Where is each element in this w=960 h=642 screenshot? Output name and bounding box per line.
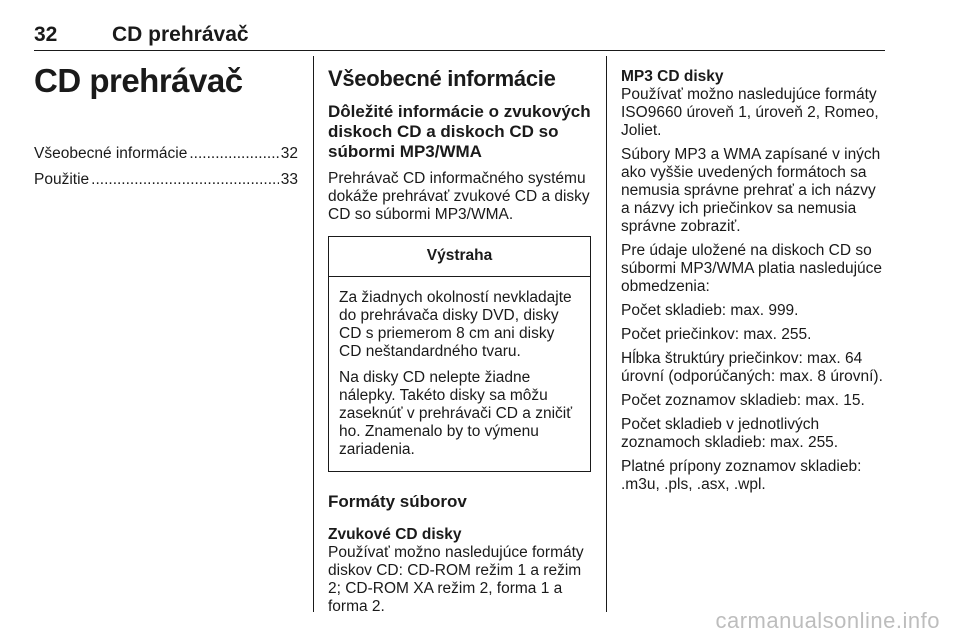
header-page-number: 32 — [34, 23, 58, 46]
toc-entry[interactable] — [34, 170, 298, 190]
formats-title: Formáty súborov — [328, 492, 467, 511]
mp3-paragraph: Počet skladieb v jednotlivých zoznamoch skladieb: max. 255. — [621, 416, 839, 451]
chapter-title: CD prehrávač — [34, 62, 243, 99]
warning-title: Výstraha — [329, 237, 590, 277]
column-general-info — [328, 60, 591, 624]
mp3-paragraph: Používať možno nasledujúce formáty ISO9660 úroveň 1, úroveň 2, Romeo, Joliet. — [621, 86, 879, 139]
toc-label: Použitie — [34, 171, 90, 188]
warning-box — [328, 236, 591, 472]
mp3-title: MP3 CD disky — [621, 68, 724, 85]
column-separator-2 — [606, 56, 607, 612]
warning-paragraph: Na disky CD nelepte žiadne nálepky. Takéto disky sa môžu zaseknúť v prehrávači CD a zničiť ho. Znamenalo by to výmenu zariadenia. — [339, 369, 573, 458]
mp3-paragraph: Pre údaje uložené na diskoch CD so súbormi MP3/WMA platia nasledujúce obmedzenia: — [621, 242, 883, 295]
audio-cd-title: Zvukové CD disky — [328, 526, 462, 543]
header-rule — [34, 50, 885, 51]
section-title: Všeobecné informácie — [328, 66, 556, 91]
mp3-paragraph: Počet skladieb: max. 999. — [621, 302, 799, 319]
mp3-paragraph: Hĺbka štruktúry priečinkov: max. 64 úrovní (odporúčaných: max. 8 úrovní). — [621, 350, 883, 385]
table-of-contents — [34, 144, 298, 190]
header-title: CD prehrávač — [112, 23, 249, 46]
important-info-title: Dôležité informácie o zvukových diskoch CD a diskoch CD so súbormi MP3/WMA — [328, 102, 591, 161]
warning-body — [329, 277, 590, 471]
audio-cd-paragraph: Používať možno nasledujúce formáty diskov CD: CD-ROM režim 1 a režim 2; CD-ROM XA režim 2, forma 1 a forma 2. — [328, 544, 584, 615]
mp3-paragraph: Počet priečinkov: max. 255. — [621, 326, 812, 343]
mp3-paragraph: Súbory MP3 a WMA zapísané v iných ako vyššie uvedených formátoch sa nemusia správne prehrať a ich názvy a názvy ich priečinkov sa nemusia správne zobraziť. — [621, 146, 881, 235]
toc-page: 33 — [280, 171, 298, 188]
watermark: carmanualsonline.info — [715, 608, 940, 633]
mp3-paragraph: Počet zoznamov skladieb: max. 15. — [621, 392, 865, 409]
mp3-paragraph: Platné prípony zoznamov skladieb: .m3u, .pls, .asx, .wpl. — [621, 458, 862, 493]
warning-paragraph: Za žiadnych okolností nevkladajte do prehrávača disky DVD, disky CD s priemerom 8 cm ani disky CD neštandardného tvaru. — [339, 289, 572, 360]
toc-leader-dots — [91, 170, 279, 190]
toc-leader-dots — [189, 144, 278, 164]
column-separator-1 — [313, 56, 314, 612]
column-mp3 — [621, 60, 886, 500]
toc-entry[interactable] — [34, 144, 298, 164]
toc-label: Všeobecné informácie — [34, 145, 188, 162]
column-chapter — [34, 60, 298, 196]
toc-page: 32 — [280, 145, 298, 162]
intro-paragraph: Prehrávač CD informačného systému dokáže prehrávať zvukové CD a disky CD so súbormi MP3/WMA. — [328, 170, 590, 223]
